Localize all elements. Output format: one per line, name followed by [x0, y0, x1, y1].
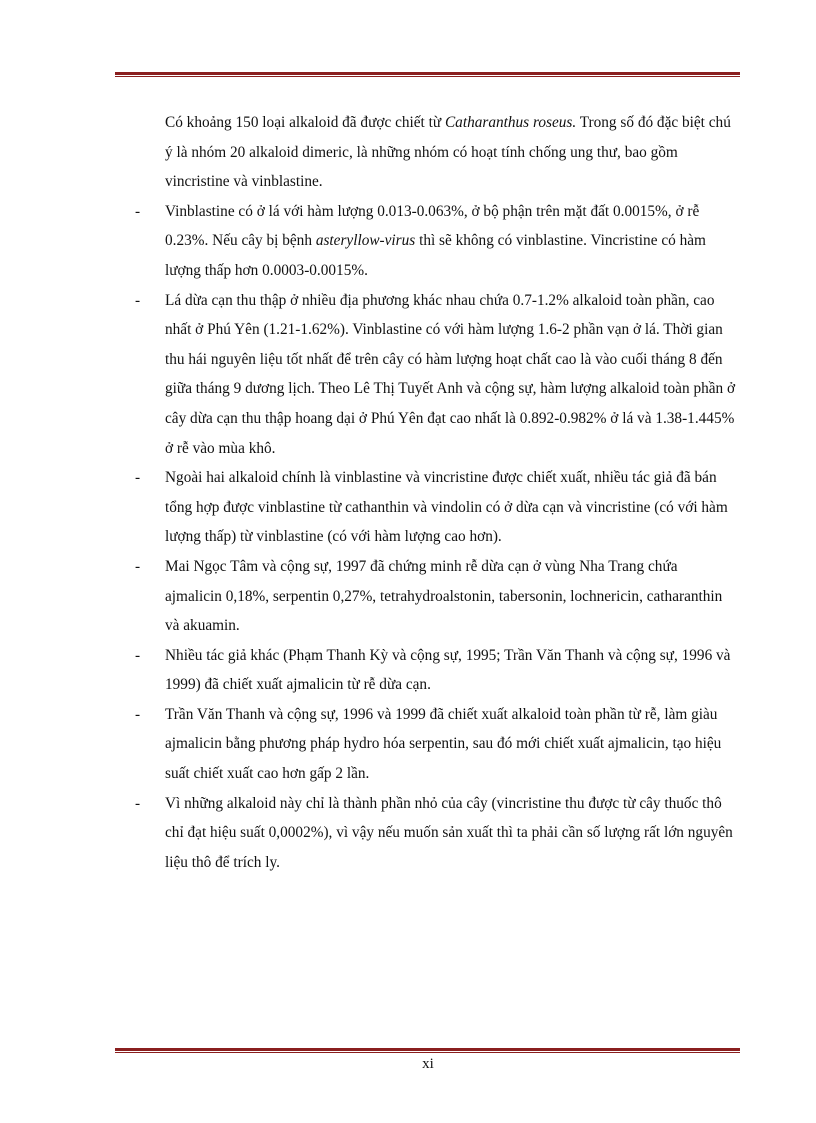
virus-name: asteryllow-virus — [315, 232, 416, 250]
list-item-text: Nhiều tác giả khác (Phạm Thanh Kỳ và cộng sự, 1995; Trần Văn Thanh và cộng sự, 1996 và 1999) đã chiết xuất ajmalicin từ rễ dừa cạn. — [165, 646, 731, 694]
footer-rule — [115, 1048, 740, 1054]
list-item — [127, 789, 737, 878]
header-rule-thick — [115, 72, 740, 75]
page-number-row — [0, 1056, 816, 1073]
list-item — [127, 641, 737, 700]
bullet-dash: - — [135, 794, 141, 812]
list-item — [127, 552, 737, 641]
list-item-text: Mai Ngọc Tâm và cộng sự, 1997 đã chứng minh rễ dừa cạn ở vùng Nha Trang chứa ajmalicin 0,18%, serpentin 0,27%, tetrahydroalstonin, tabersonin, lochnericin, catharanthin và akuamin. — [165, 557, 723, 635]
header-rule-thin — [115, 76, 740, 77]
intro-paragraph — [127, 108, 737, 197]
list-item-text-after: thì sẽ không có vinblastine. Vincristine có hàm lượng thấp hơn 0.0003-0.0015%. — [165, 232, 706, 279]
list-item-text: Lá dừa cạn thu thập ở nhiều địa phương khác nhau chứa 0.7-1.2% alkaloid toàn phần, cao nhất ở Phú Yên (1.21-1.62%). Vinblastine có với hàm lượng 1.6-2 phần vạn ở lá. Thời gian thu hái nguyên liệu tốt nhất để trên cây có hàm lượng hoạt chất cao là vào cuối tháng 8 đến giữa tháng 9 dương lịch. Theo Lê Thị Tuyết Anh và cộng sự, hàm lượng alkaloid toàn phần ở cây dừa cạn thu thập hoang dại ở Phú Yên đạt cao nhất là 0.892-0.982% ở lá và 1.38-1.445% ở rễ vào mùa khô. — [165, 291, 736, 457]
header-rule — [115, 72, 740, 78]
list-item — [127, 463, 737, 552]
list-item-text-before: Vinblastine có ở lá với hàm lượng 0.013-0.063%, ở bộ phận trên mặt đất 0.0015%, ở rễ 0.23%. Nếu cây bị bệnh — [165, 202, 700, 250]
footer-rule-thin — [115, 1052, 740, 1053]
intro-text-after: Trong số đó đặc biệt chú ý là nhóm 20 alkaloid dimeric, là những nhóm có hoạt tính chống ung thư, bao gồm vincristine và vinblastine. — [165, 114, 731, 191]
list-item — [127, 700, 737, 789]
bullet-dash: - — [135, 557, 141, 575]
species-name: Catharanthus roseus. — [444, 114, 577, 131]
bullet-dash: - — [135, 202, 141, 220]
list-item-text: Vì những alkaloid này chỉ là thành phần nhỏ của cây (vincristine thu được từ cây thuốc thô chỉ đạt hiệu suất 0,0002%), vì vậy nếu muốn sản xuất thì ta phải cần số lượng rất lớn nguyên liệu thô để trích ly. — [165, 794, 733, 871]
bullet-dash: - — [135, 469, 141, 487]
footer-rule-thick — [115, 1048, 740, 1051]
list-item-text: Trần Văn Thanh và cộng sự, 1996 và 1999 đã chiết xuất alkaloid toàn phần từ rễ, làm giàu ajmalicin bằng phương pháp hydro hóa serpentin, sau đó mới chiết xuất ajmalicin, tạo hiệu suất chiết xuất cao hơn gấp 2 lần. — [165, 705, 722, 783]
list-item-text: Ngoài hai alkaloid chính là vinblastine và vincristine được chiết xuất, nhiều tác giả đã bán tổng hợp được vinblastine từ cathanthin và vindolin có ở dừa cạn và vincristine (có với hàm lượng thấp) từ vinblastine (có với hàm lượng cao hơn). — [165, 469, 728, 546]
bullet-dash: - — [135, 705, 141, 723]
page-number: xi — [422, 1056, 434, 1072]
bullet-dash: - — [135, 646, 141, 664]
bullet-dash: - — [135, 291, 141, 309]
intro-text-before: Có khoảng 150 loại alkaloid đã được chiết từ — [165, 114, 445, 131]
list-item — [127, 197, 737, 286]
page-content — [127, 108, 737, 877]
list-item — [127, 286, 737, 464]
